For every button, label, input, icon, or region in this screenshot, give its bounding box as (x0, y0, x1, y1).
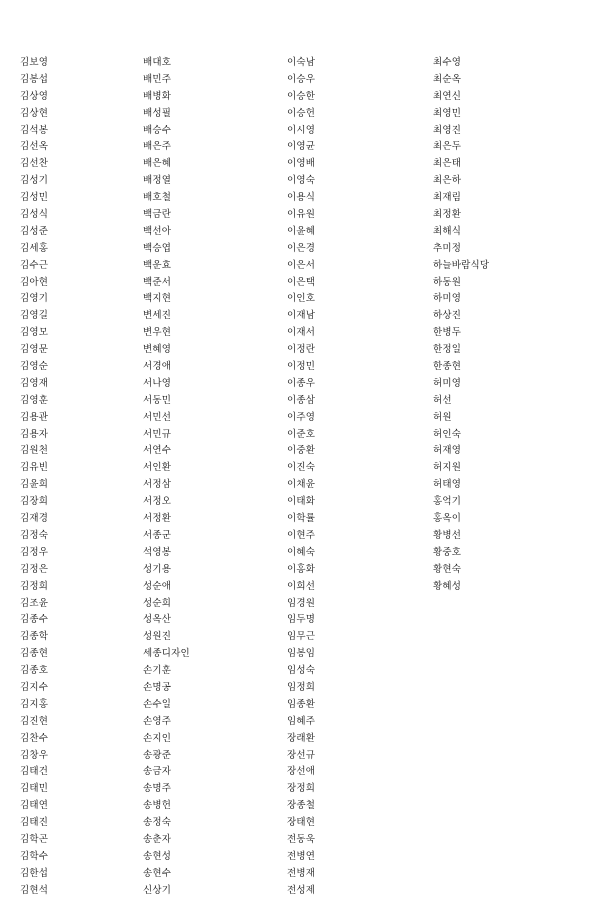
name-entry: 서민규 (143, 428, 172, 440)
name-entry: 배병화 (143, 90, 172, 102)
name-entry: 한병두 (433, 327, 462, 339)
name-entry: 홍억기 (433, 496, 462, 508)
name-entry: 허미영 (433, 377, 462, 389)
name-entry: 송금자 (143, 766, 172, 778)
name-entry: 이현주 (287, 529, 316, 541)
name-entry: 김봉섭 (20, 73, 49, 85)
name-entry: 임무근 (287, 631, 316, 643)
name-entry: 배은주 (143, 141, 172, 153)
name-entry: 배성필 (143, 107, 172, 119)
name-entry: 김영길 (20, 310, 49, 322)
name-entry: 서민선 (143, 411, 172, 423)
name-entry: 김영문 (20, 344, 49, 356)
name-entry: 김석봉 (20, 124, 49, 136)
name-entry: 성기용 (143, 563, 172, 575)
name-entry: 김선옥 (20, 141, 49, 153)
name-entry: 이승우 (287, 73, 316, 85)
name-entry: 김찬수 (20, 732, 49, 744)
name-entry: 김창우 (20, 749, 49, 761)
name-entry: 김종수 (20, 614, 49, 626)
name-entry: 서나영 (143, 377, 172, 389)
name-entry: 김학곤 (20, 833, 49, 845)
name-entry: 배은혜 (143, 158, 172, 170)
name-entry: 김지수 (20, 681, 49, 693)
name-entry: 장정희 (287, 783, 316, 795)
name-entry: 임종환 (287, 698, 316, 710)
name-entry: 최재림 (433, 192, 462, 204)
name-entry: 이숙남 (287, 57, 316, 68)
name-entry: 최수영 (433, 57, 462, 68)
name-column-4 (433, 55, 489, 596)
name-entry: 황병선 (433, 529, 462, 541)
name-entry: 성옥산 (143, 614, 172, 626)
name-entry: 허지원 (433, 462, 462, 474)
name-entry: 최은두 (433, 141, 462, 153)
name-entry: 김아현 (20, 276, 49, 288)
name-entry: 송정숙 (143, 817, 172, 829)
name-entry: 이용식 (287, 192, 316, 204)
name-entry: 손기훈 (143, 665, 172, 677)
name-entry: 최영민 (433, 107, 462, 119)
name-entry: 김성식 (20, 209, 49, 221)
name-entry: 이학률 (287, 513, 316, 525)
name-entry: 김태건 (20, 766, 49, 778)
name-entry: 이종우 (287, 377, 316, 389)
name-entry: 송춘자 (143, 833, 172, 845)
name-entry: 이종삼 (287, 394, 316, 406)
name-entry: 임정희 (287, 681, 316, 693)
name-entry: 이진숙 (287, 462, 316, 474)
name-entry: 허재영 (433, 445, 462, 457)
name-column-2 (143, 55, 190, 900)
name-entry: 이승한 (287, 90, 316, 102)
name-entry: 이영숙 (287, 175, 316, 187)
name-entry: 변우현 (143, 327, 172, 339)
name-entry: 변혜영 (143, 344, 172, 356)
name-entry: 임두명 (287, 614, 316, 626)
name-entry: 김원천 (20, 445, 49, 457)
name-entry: 서정오 (143, 496, 172, 508)
name-entry: 장종철 (287, 800, 316, 812)
name-entry: 이영배 (287, 158, 316, 170)
name-entry: 김상현 (20, 107, 49, 119)
name-entry: 최해식 (433, 225, 462, 237)
name-entry: 전동욱 (287, 833, 316, 845)
name-entry: 이주영 (287, 411, 316, 423)
name-entry: 장선규 (287, 749, 316, 761)
name-entry: 손명공 (143, 681, 172, 693)
name-entry: 이인호 (287, 293, 316, 305)
name-entry: 손지인 (143, 732, 172, 744)
name-entry: 이시영 (287, 124, 316, 136)
name-entry: 최영진 (433, 124, 462, 136)
name-entry: 김성준 (20, 225, 49, 237)
name-entry: 김조윤 (20, 597, 49, 609)
name-entry: 전병재 (287, 867, 316, 879)
name-entry: 이준호 (287, 428, 316, 440)
name-entry: 서정환 (143, 513, 172, 525)
name-entry: 김보영 (20, 57, 49, 68)
name-entry: 김유빈 (20, 462, 49, 474)
name-entry: 김수근 (20, 259, 49, 271)
name-entry: 임경원 (287, 597, 316, 609)
name-entry: 이은택 (287, 276, 316, 288)
name-entry: 김영기 (20, 293, 49, 305)
name-entry: 이정란 (287, 344, 316, 356)
name-entry: 허원 (433, 411, 452, 423)
name-entry: 이승헌 (287, 107, 316, 119)
name-entry: 백금란 (143, 209, 172, 221)
name-entry: 김용관 (20, 411, 49, 423)
name-entry: 임성숙 (287, 665, 316, 677)
name-entry: 백선아 (143, 225, 172, 237)
name-entry: 서종군 (143, 529, 172, 541)
name-entry: 김성기 (20, 175, 49, 187)
name-entry: 송명주 (143, 783, 172, 795)
name-entry: 백운효 (143, 259, 172, 271)
name-entry: 최순옥 (433, 73, 462, 85)
name-entry: 하미영 (433, 293, 462, 305)
name-entry: 백지현 (143, 293, 172, 305)
name-entry: 장선애 (287, 766, 316, 778)
name-entry: 성순애 (143, 580, 172, 592)
name-entry: 황중호 (433, 546, 462, 558)
name-entry: 김종현 (20, 648, 49, 660)
name-entry: 이채윤 (287, 479, 316, 491)
name-entry: 송광준 (143, 749, 172, 761)
name-entry: 이희선 (287, 580, 316, 592)
name-entry: 김지홍 (20, 698, 49, 710)
name-entry: 손수일 (143, 698, 172, 710)
name-entry: 황현숙 (433, 563, 462, 575)
name-entry: 김영훈 (20, 394, 49, 406)
name-entry: 이재남 (287, 310, 316, 322)
name-entry: 임봉임 (287, 648, 316, 660)
name-entry: 추미정 (433, 242, 462, 254)
name-entry: 하동원 (433, 276, 462, 288)
name-entry: 김상영 (20, 90, 49, 102)
name-entry: 서연수 (143, 445, 172, 457)
name-entry: 김종학 (20, 631, 49, 643)
name-entry: 이유원 (287, 209, 316, 221)
name-entry: 김학수 (20, 850, 49, 862)
name-entry: 김종호 (20, 665, 49, 677)
name-entry: 백준서 (143, 276, 172, 288)
name-entry: 서정삼 (143, 479, 172, 491)
name-entry: 김영모 (20, 327, 49, 339)
name-entry: 전성제 (287, 884, 316, 896)
name-entry: 김용자 (20, 428, 49, 440)
name-entry: 송병헌 (143, 800, 172, 812)
name-entry: 허선 (433, 394, 452, 406)
name-entry: 김진현 (20, 715, 49, 727)
name-entry: 김정숙 (20, 529, 49, 541)
name-entry: 이영균 (287, 141, 316, 153)
name-entry: 이은서 (287, 259, 316, 271)
name-entry: 김태민 (20, 783, 49, 795)
name-entry: 성원진 (143, 631, 172, 643)
name-entry: 김선찬 (20, 158, 49, 170)
name-entry: 임혜주 (287, 715, 316, 727)
name-entry: 서동민 (143, 394, 172, 406)
name-entry: 김재경 (20, 513, 49, 525)
name-entry: 석영봉 (143, 546, 172, 558)
name-entry: 백승엽 (143, 242, 172, 254)
name-entry: 김현석 (20, 884, 49, 896)
name-entry: 최은하 (433, 175, 462, 187)
name-entry: 세종디자인 (143, 648, 190, 660)
name-entry: 송현성 (143, 850, 172, 862)
name-entry: 김장희 (20, 496, 49, 508)
name-entry: 허태영 (433, 479, 462, 491)
name-column-3 (287, 55, 315, 900)
name-entry: 이중환 (287, 445, 316, 457)
name-entry: 황혜성 (433, 580, 462, 592)
name-entry: 김정희 (20, 580, 49, 592)
name-entry: 성순희 (143, 597, 172, 609)
name-entry: 배대호 (143, 57, 172, 68)
name-entry: 김태진 (20, 817, 49, 829)
name-entry: 김한섭 (20, 867, 49, 879)
name-entry: 홍옥이 (433, 513, 462, 525)
name-entry: 이정민 (287, 361, 316, 373)
name-entry: 배정열 (143, 175, 172, 187)
name-entry: 이재서 (287, 327, 316, 339)
name-entry: 장태현 (287, 817, 316, 829)
name-entry: 김정우 (20, 546, 49, 558)
name-column-1 (20, 55, 48, 900)
name-entry: 이윤혜 (287, 225, 316, 237)
name-entry: 신상기 (143, 884, 172, 896)
name-entry: 배민주 (143, 73, 172, 85)
name-entry: 김윤희 (20, 479, 49, 491)
name-entry: 최정환 (433, 209, 462, 221)
name-entry: 송현수 (143, 867, 172, 879)
name-entry: 서경애 (143, 361, 172, 373)
name-entry: 서인환 (143, 462, 172, 474)
name-entry: 김정은 (20, 563, 49, 575)
name-entry: 장래환 (287, 732, 316, 744)
name-entry: 이은경 (287, 242, 316, 254)
name-entry: 허인숙 (433, 428, 462, 440)
name-entry: 김태연 (20, 800, 49, 812)
name-entry: 이혜숙 (287, 546, 316, 558)
name-entry: 배승수 (143, 124, 172, 136)
name-entry: 전병연 (287, 850, 316, 862)
name-entry: 하상진 (433, 310, 462, 322)
name-entry: 이홍화 (287, 563, 316, 575)
name-entry: 김성민 (20, 192, 49, 204)
name-entry: 변세진 (143, 310, 172, 322)
name-entry: 김영순 (20, 361, 49, 373)
name-entry: 한정일 (433, 344, 462, 356)
name-entry: 최연신 (433, 90, 462, 102)
name-entry: 한종현 (433, 361, 462, 373)
name-entry: 최은태 (433, 158, 462, 170)
name-entry: 손영주 (143, 715, 172, 727)
name-entry: 하늘바람식당 (433, 259, 490, 271)
name-entry: 김세홍 (20, 242, 49, 254)
name-entry: 이태화 (287, 496, 316, 508)
name-entry: 김영재 (20, 377, 49, 389)
name-entry: 배호철 (143, 192, 172, 204)
